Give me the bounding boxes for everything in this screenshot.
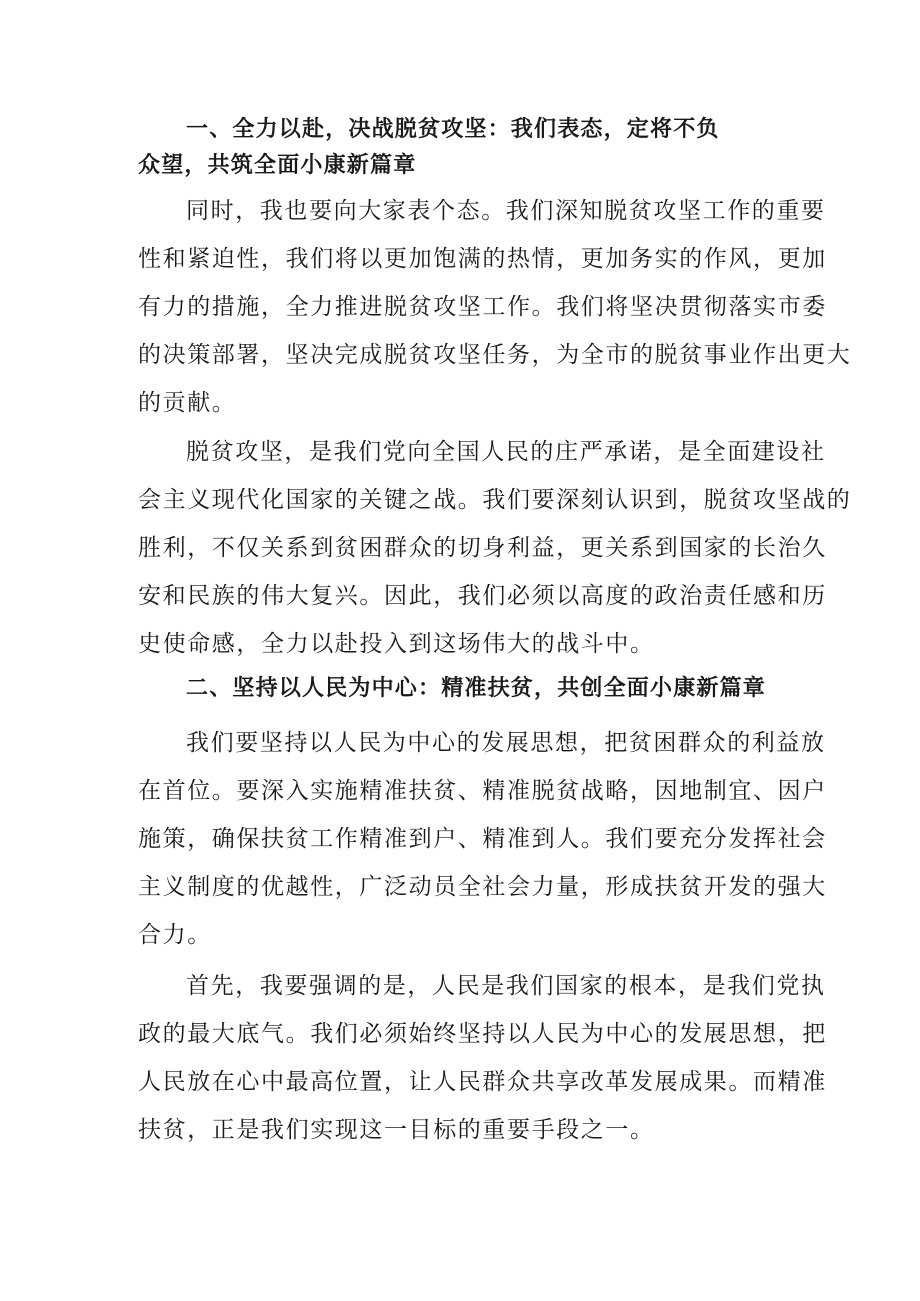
paragraph-line: 主义制度的优越性，广泛动员全社会力量，形成扶贫开发的强大	[138, 874, 827, 900]
paragraph-line: 首先，我要强调的是，人民是我们国家的根本，是我们党执	[186, 973, 826, 999]
heading-1-line-2: 众望，共筑全面小康新篇章	[138, 153, 417, 178]
paragraph-line: 人民放在心中最高位置，让人民群众共享改革发展成果。而精准	[138, 1069, 827, 1095]
paragraph-line: 会主义现代化国家的关键之战。我们要深刻认识到，脱贫攻坚战的	[138, 487, 852, 513]
paragraph-line: 施策，确保扶贫工作精准到户、精准到人。我们要充分发挥社会	[138, 826, 827, 852]
heading-1-line-1: 一、全力以赴，决战脱贫攻坚：我们表态，定将不负	[186, 117, 720, 142]
paragraph-line: 性和紧迫性，我们将以更加饱满的热情，更加务实的作风，更加	[138, 246, 827, 272]
paragraph-2	[138, 428, 852, 668]
paragraph-line: 同时，我也要向大家表个态。我们深知脱贫攻坚工作的重要	[186, 198, 826, 224]
paragraph-line: 我们要坚持以人民为中心的发展思想，把贫困群众的利益放	[186, 730, 826, 756]
paragraph-line: 扶贫，正是我们实现这一目标的重要手段之一。	[138, 1117, 655, 1143]
section-heading-1	[138, 112, 758, 184]
paragraph-line: 史使命感，全力以赴投入到这场伟大的战斗中。	[138, 631, 655, 657]
paragraph-line: 的决策部署，坚决完成脱贫攻坚任务，为全市的脱贫事业作出更大	[138, 342, 852, 368]
paragraph-line: 在首位。要深入实施精准扶贫、精准脱贫战略，因地制宜、因户	[138, 778, 827, 804]
paragraph-line: 安和民族的伟大复兴。因此，我们必须以高度的政治责任感和历	[138, 583, 827, 609]
section-heading-2: 二、坚持以人民为中心：精准扶贫，共创全面小康新篇章	[186, 676, 767, 701]
paragraph-1	[138, 187, 852, 427]
paragraph-3	[138, 719, 827, 959]
paragraph-line: 的贡献。	[138, 390, 237, 416]
paragraph-line: 胜利，不仅关系到贫困群众的切身利益，更关系到国家的长治久	[138, 535, 827, 561]
paragraph-line: 脱贫攻坚，是我们党向全国人民的庄严承诺，是全面建设社	[186, 439, 826, 465]
paragraph-line: 政的最大底气。我们必须始终坚持以人民为中心的发展思想，把	[138, 1021, 827, 1047]
paragraph-4	[138, 962, 827, 1154]
paragraph-line: 合力。	[138, 922, 212, 948]
paragraph-line: 有力的措施，全力推进脱贫攻坚工作。我们将坚决贯彻落实市委	[138, 294, 827, 320]
